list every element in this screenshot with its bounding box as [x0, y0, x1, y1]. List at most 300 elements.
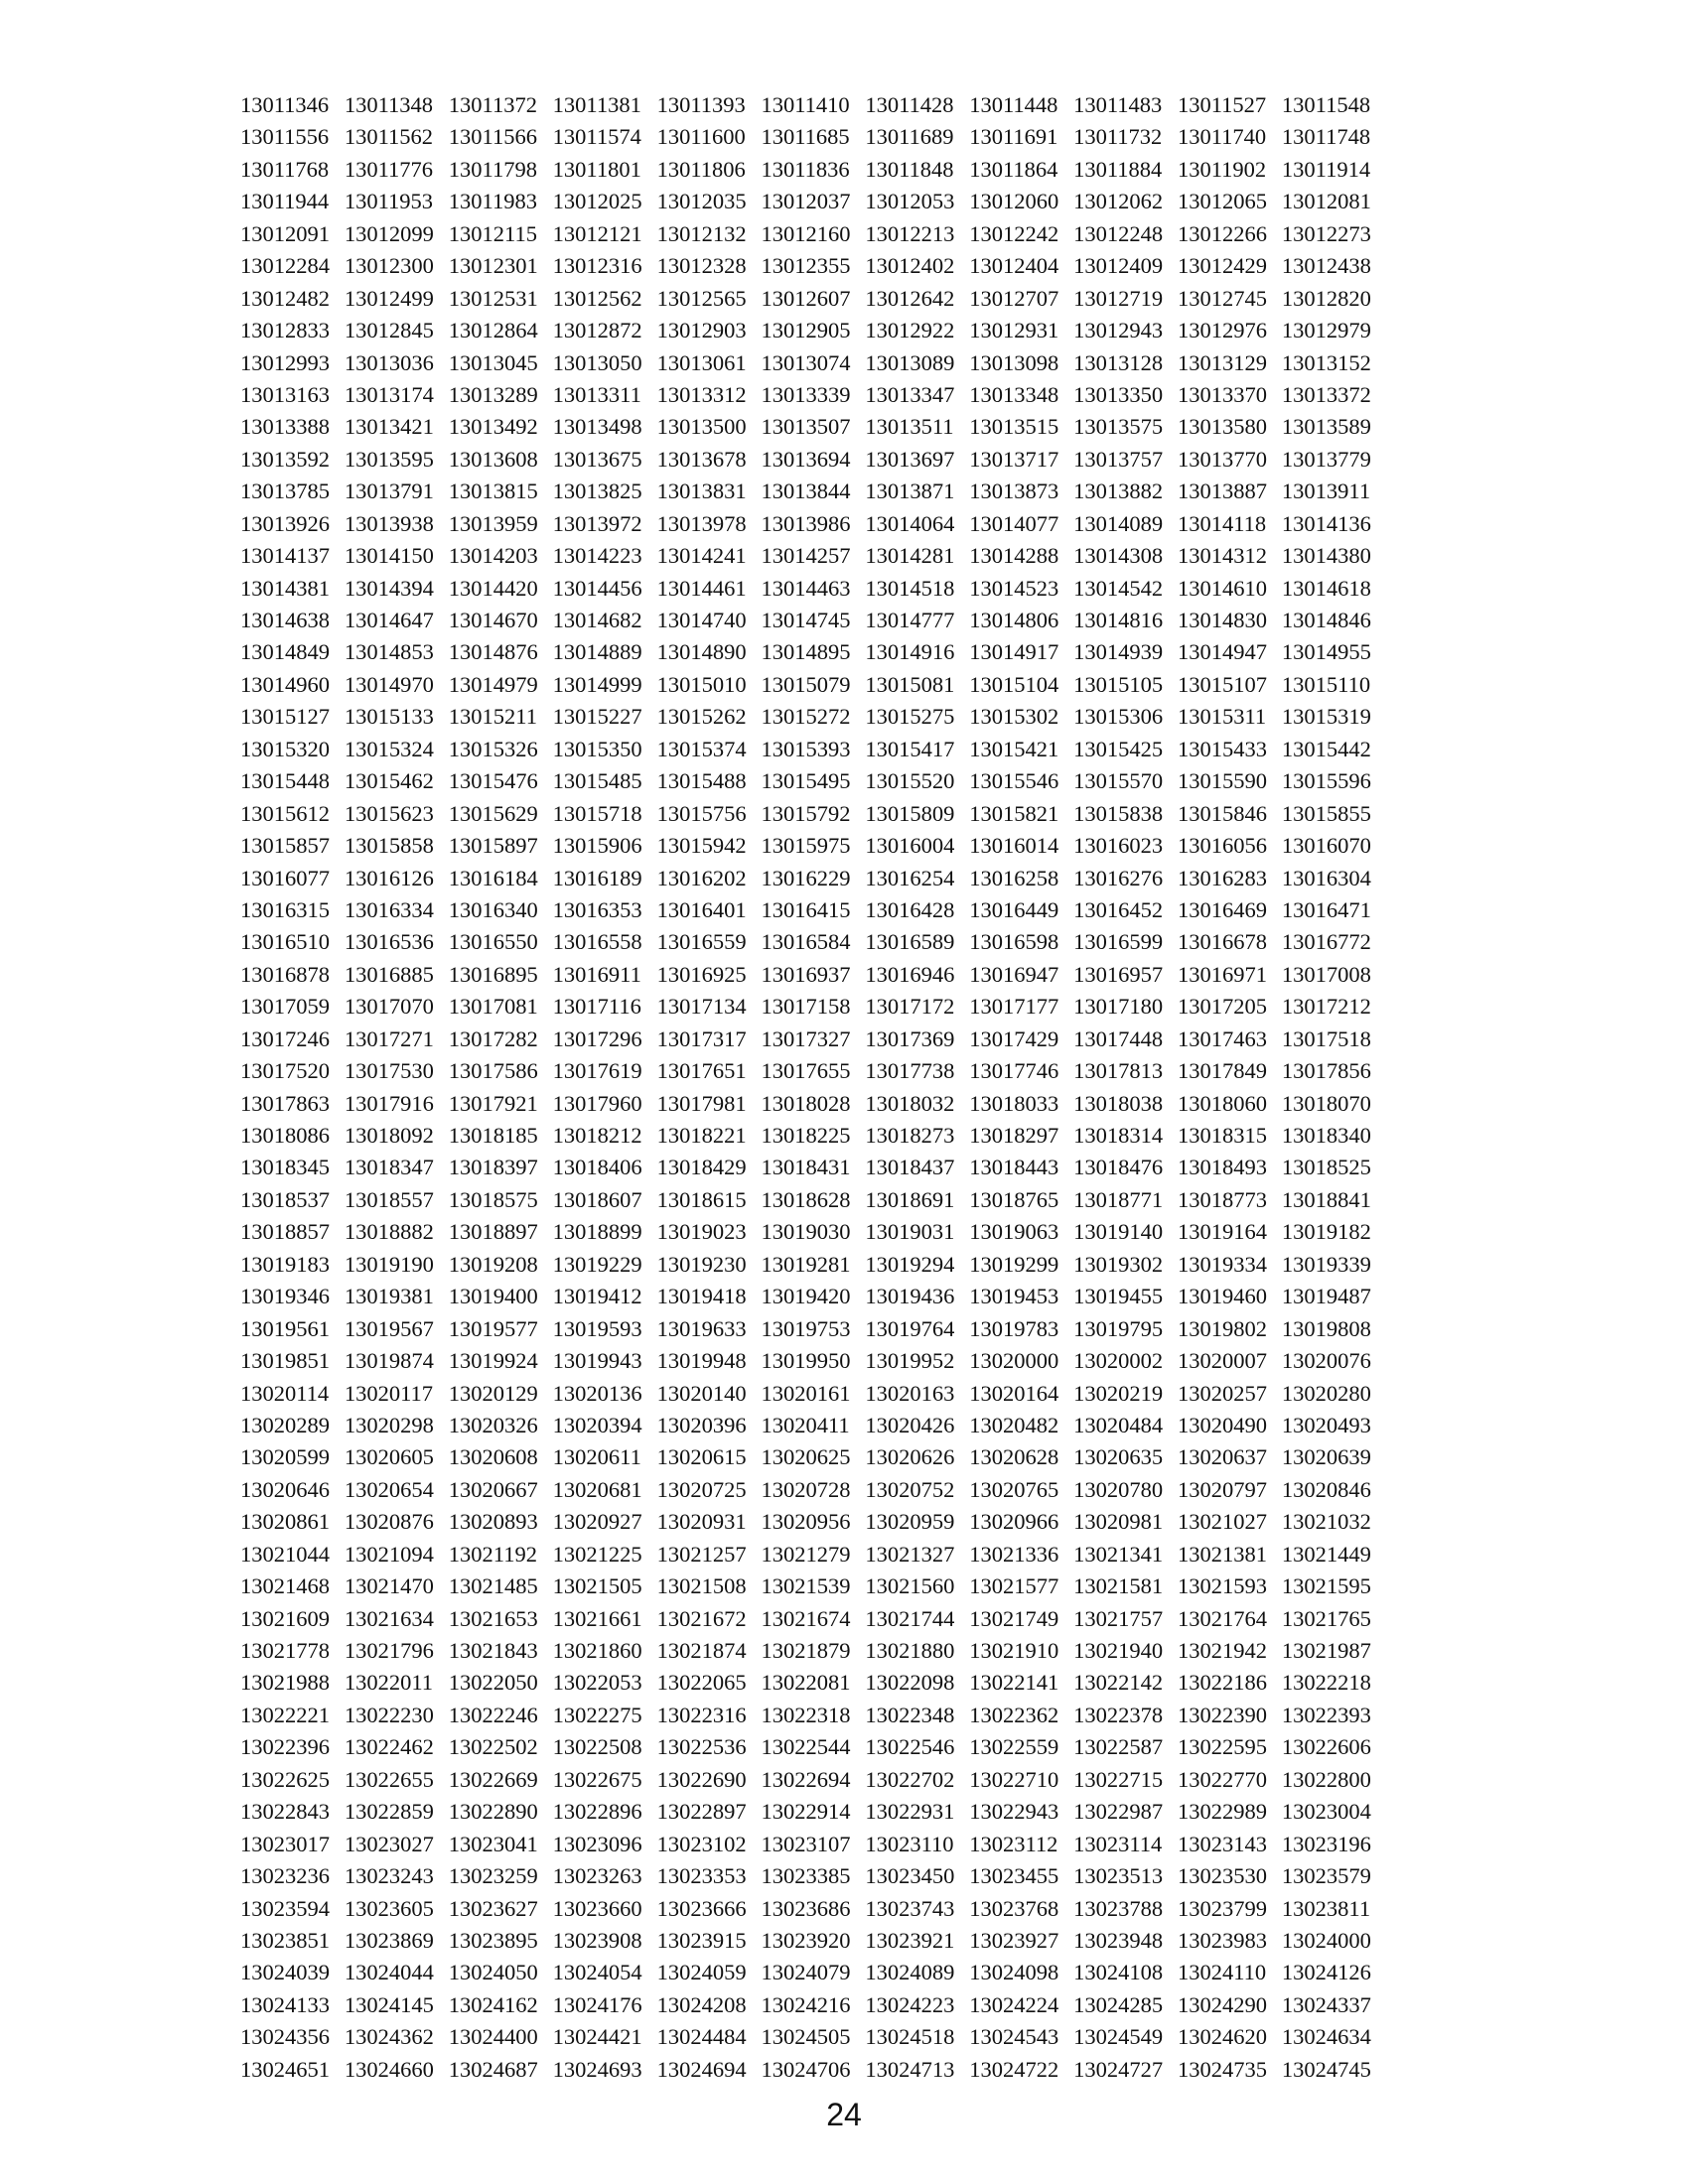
number-cell: 13015433 — [1178, 736, 1268, 761]
number-cell: 13015942 — [656, 833, 747, 859]
number-cell: 13016276 — [1073, 865, 1164, 890]
number-cell: 13012719 — [1073, 285, 1164, 311]
number-cell: 13018771 — [1073, 1186, 1164, 1212]
number-cell: 13022897 — [656, 1799, 747, 1825]
number-cell: 13020667 — [448, 1476, 538, 1502]
number-cell: 13015272 — [761, 704, 851, 730]
number-cell: 13016937 — [761, 961, 851, 987]
number-cell: 13022050 — [448, 1670, 538, 1696]
number-cell: 13014308 — [1073, 543, 1164, 569]
number-cell: 13023450 — [865, 1863, 955, 1889]
number-cell: 13014830 — [1178, 608, 1268, 632]
number-cell: 13013163 — [240, 381, 330, 407]
number-cell: 13011732 — [1073, 124, 1163, 150]
number-cell: 13013128 — [1073, 349, 1164, 375]
number-cell: 13021634 — [344, 1605, 434, 1631]
number-cell: 13022065 — [656, 1670, 747, 1696]
number-cell: 13011685 — [761, 124, 850, 150]
number-cell: 13017981 — [656, 1090, 747, 1116]
number-cell: 13011428 — [865, 92, 954, 117]
number-cell: 13015417 — [865, 736, 955, 761]
number-cell: 13015320 — [240, 736, 330, 761]
number-cell: 13023811 — [1281, 1895, 1371, 1921]
number-cell: 13017448 — [1073, 1025, 1164, 1051]
number-cell: 13011914 — [1281, 156, 1371, 182]
number-cell: 13015485 — [552, 768, 642, 794]
number-cell: 13015324 — [344, 736, 434, 761]
number-cell: 13024208 — [656, 1991, 747, 2017]
number-cell: 13016340 — [448, 896, 538, 922]
number-cell: 13014064 — [865, 510, 955, 536]
number-cell: 13012242 — [969, 220, 1059, 246]
number-cell: 13020493 — [1281, 1412, 1371, 1437]
number-cell: 13019400 — [448, 1284, 538, 1309]
number-cell: 13022316 — [656, 1702, 747, 1727]
number-cell: 13020959 — [865, 1509, 955, 1535]
number-cell: 13023666 — [656, 1895, 747, 1921]
number-cell: 13015809 — [865, 800, 955, 826]
number-cell: 13022559 — [969, 1734, 1059, 1760]
number-cell: 13023027 — [344, 1831, 434, 1856]
number-cell: 13013312 — [656, 381, 747, 407]
number-cell: 13020000 — [969, 1348, 1059, 1374]
number-cell: 13020927 — [552, 1509, 642, 1535]
number-cell: 13015319 — [1281, 704, 1371, 730]
number-cell: 13024400 — [448, 2024, 538, 2050]
number-row — [240, 1700, 1392, 1731]
number-cell: 13022141 — [969, 1670, 1059, 1696]
number-cell: 13019299 — [969, 1251, 1059, 1277]
number-cell: 13013050 — [552, 349, 642, 375]
number-cell: 13023686 — [761, 1895, 851, 1921]
number-cell: 13019164 — [1178, 1219, 1268, 1245]
number-cell: 13016911 — [552, 961, 641, 987]
number-cell: 13016885 — [344, 961, 434, 987]
number-cell: 13012037 — [761, 189, 851, 214]
number-cell: 13021764 — [1178, 1605, 1268, 1631]
number-cell: 13014542 — [1073, 575, 1164, 601]
number-cell: 13012091 — [240, 220, 330, 246]
number-cell: 13012642 — [865, 285, 955, 311]
number-cell: 13015590 — [1178, 768, 1268, 794]
number-cell: 13011410 — [761, 92, 850, 117]
number-cell: 13024290 — [1178, 1991, 1268, 2017]
number-cell: 13018345 — [240, 1155, 330, 1180]
number-cell: 13024054 — [552, 1960, 642, 1985]
number-cell: 13020490 — [1178, 1412, 1268, 1437]
number-cell: 13024176 — [552, 1991, 642, 2017]
number-cell: 13011748 — [1281, 124, 1371, 150]
number-cell: 13015306 — [1073, 704, 1164, 730]
number-row — [240, 765, 1392, 797]
number-cell: 13019030 — [761, 1219, 851, 1245]
number-cell: 13012328 — [656, 253, 747, 279]
number-cell: 13012355 — [761, 253, 851, 279]
number-cell: 13017518 — [1281, 1025, 1371, 1051]
number-cell: 13022710 — [969, 1766, 1059, 1792]
number-cell: 13016334 — [344, 896, 434, 922]
number-cell: 13019633 — [656, 1315, 747, 1341]
number-cell: 13013694 — [761, 446, 851, 472]
number-row — [240, 347, 1392, 379]
number-cell: 13024224 — [969, 1991, 1059, 2017]
number-cell: 13020114 — [240, 1380, 330, 1406]
number-cell: 13019183 — [240, 1251, 330, 1277]
number-cell: 13024727 — [1073, 2056, 1164, 2082]
number-cell: 13012301 — [448, 253, 538, 279]
number-cell: 13021942 — [1178, 1638, 1268, 1663]
number-cell: 13024694 — [656, 2056, 747, 2082]
number-cell: 13023788 — [1073, 1895, 1164, 1921]
number-row — [240, 1731, 1392, 1763]
number-cell: 13018028 — [761, 1090, 851, 1116]
number-cell: 13021595 — [1281, 1573, 1371, 1599]
number-cell: 13024059 — [656, 1960, 747, 1985]
number-cell: 13011983 — [448, 189, 537, 214]
number-cell: 13013779 — [1281, 446, 1371, 472]
number-cell: 13019948 — [656, 1348, 747, 1374]
number-cell: 13015495 — [761, 768, 851, 794]
number-cell: 13018406 — [552, 1155, 642, 1180]
number-cell: 13019418 — [656, 1284, 747, 1309]
page-number: 24 — [826, 2097, 862, 2132]
number-cell: 13019577 — [448, 1315, 538, 1341]
number-cell: 13020136 — [552, 1380, 642, 1406]
number-cell: 13024484 — [656, 2024, 747, 2050]
number-cell: 13022393 — [1281, 1702, 1371, 1727]
number-cell: 13015421 — [969, 736, 1059, 761]
number-cell: 13015718 — [552, 800, 642, 826]
number-cell: 13022625 — [240, 1766, 330, 1792]
number-cell: 13022987 — [1073, 1799, 1164, 1825]
number-cell: 13012707 — [969, 285, 1059, 311]
number-cell: 13013339 — [761, 381, 851, 407]
number-cell: 13013348 — [969, 381, 1059, 407]
number-cell: 13024549 — [1073, 2024, 1164, 2050]
number-row — [240, 1635, 1392, 1667]
number-cell: 13018273 — [865, 1123, 955, 1148]
number-cell: 13014979 — [448, 671, 538, 697]
number-cell: 13021765 — [1281, 1605, 1371, 1631]
number-cell: 13017177 — [969, 994, 1059, 1020]
number-cell: 13011527 — [1178, 92, 1267, 117]
number-cell: 13016947 — [969, 961, 1059, 987]
number-cell: 13023455 — [969, 1863, 1059, 1889]
number-cell: 13011798 — [448, 156, 537, 182]
number-cell: 13022690 — [656, 1766, 747, 1792]
number-cell: 13014647 — [344, 608, 434, 632]
number-cell: 13012833 — [240, 318, 330, 343]
number-cell: 13015211 — [448, 704, 537, 730]
number-cell: 13021027 — [1178, 1509, 1268, 1535]
number-cell: 13020639 — [1281, 1444, 1371, 1470]
number-cell: 13016070 — [1281, 833, 1371, 859]
number-cell: 13016559 — [656, 929, 747, 955]
number-cell: 13016449 — [969, 896, 1059, 922]
number-cell: 13018092 — [344, 1123, 434, 1148]
number-cell: 13012115 — [448, 220, 537, 246]
number-cell: 13015858 — [344, 833, 434, 859]
number-cell: 13017619 — [552, 1058, 642, 1084]
number-cell: 13019567 — [344, 1315, 434, 1341]
number-row — [240, 830, 1392, 862]
number-cell: 13022606 — [1281, 1734, 1371, 1760]
number-cell: 13012099 — [344, 220, 434, 246]
number-cell: 13018431 — [761, 1155, 851, 1180]
number-cell: 13019874 — [344, 1348, 434, 1374]
number-row — [240, 1024, 1392, 1055]
number-cell: 13014745 — [761, 608, 851, 632]
number-cell: 13016023 — [1073, 833, 1164, 859]
number-cell: 13014777 — [865, 608, 955, 632]
number-cell: 13016550 — [448, 929, 538, 955]
number-cell: 13021341 — [1073, 1541, 1164, 1567]
number-cell: 13011448 — [969, 92, 1058, 117]
number-cell: 13024110 — [1178, 1960, 1267, 1985]
number-cell: 13011548 — [1281, 92, 1371, 117]
number-cell: 13020931 — [656, 1509, 747, 1535]
number-cell: 13024713 — [865, 2056, 955, 2082]
number-cell: 13013791 — [344, 478, 434, 504]
number-cell: 13015520 — [865, 768, 955, 794]
number-cell: 13024000 — [1281, 1927, 1371, 1953]
number-row — [240, 1249, 1392, 1281]
number-cell: 13018212 — [552, 1123, 642, 1148]
number-cell: 13013511 — [865, 414, 954, 440]
number-cell: 13012993 — [240, 349, 330, 375]
number-cell: 13018765 — [969, 1186, 1059, 1212]
number-cell: 13021032 — [1281, 1509, 1371, 1535]
number-cell: 13014257 — [761, 543, 851, 569]
number-cell: 13017530 — [344, 1058, 434, 1084]
number-cell: 13014203 — [448, 543, 538, 569]
number-cell: 13014895 — [761, 639, 851, 665]
number-cell: 13022396 — [240, 1734, 330, 1760]
number-row — [240, 1603, 1392, 1635]
number-cell: 13014740 — [656, 608, 747, 632]
number-cell: 13019764 — [865, 1315, 955, 1341]
number-row — [240, 1925, 1392, 1957]
number-cell: 13013938 — [344, 510, 434, 536]
number-cell: 13013595 — [344, 446, 434, 472]
number-cell: 13024044 — [344, 1960, 434, 1985]
number-cell: 13022655 — [344, 1766, 434, 1792]
number-cell: 13016184 — [448, 865, 538, 890]
number-cell: 13011372 — [448, 92, 537, 117]
number-cell: 13013045 — [448, 349, 538, 375]
number-cell: 13016510 — [240, 929, 330, 955]
number-cell: 13012745 — [1178, 285, 1268, 311]
number-row — [240, 863, 1392, 894]
number-row — [240, 540, 1392, 572]
number-cell: 13019950 — [761, 1348, 851, 1374]
number-cell: 13020956 — [761, 1509, 851, 1535]
number-cell: 13022362 — [969, 1702, 1059, 1727]
number-cell: 13023627 — [448, 1895, 538, 1921]
number-cell: 13014381 — [240, 575, 330, 601]
number-row — [240, 186, 1392, 217]
number-cell: 13021508 — [656, 1573, 747, 1599]
number-cell: 13016971 — [1178, 961, 1268, 987]
number-cell: 13014456 — [552, 575, 642, 601]
number-cell: 13024518 — [865, 2024, 955, 2050]
number-cell: 13013911 — [1281, 478, 1371, 504]
number-cell: 13015448 — [240, 768, 330, 794]
number-cell: 13016126 — [344, 865, 434, 890]
number-cell: 13018347 — [344, 1155, 434, 1180]
number-cell: 13023102 — [656, 1831, 747, 1856]
number-cell: 13016229 — [761, 865, 851, 890]
number-cell: 13011348 — [344, 92, 434, 117]
number-cell: 13014380 — [1281, 543, 1371, 569]
number-cell: 13021653 — [448, 1605, 538, 1631]
number-cell: 13013873 — [969, 478, 1059, 504]
number-cell: 13018340 — [1281, 1123, 1371, 1148]
number-cell: 13020681 — [552, 1476, 642, 1502]
number-row — [240, 476, 1392, 507]
number-cell: 13022318 — [761, 1702, 851, 1727]
number-cell: 13014638 — [240, 608, 330, 632]
number-cell: 13022053 — [552, 1670, 642, 1696]
number-cell: 13020654 — [344, 1476, 434, 1502]
number-cell: 13021778 — [240, 1638, 330, 1663]
number-cell: 13016946 — [865, 961, 955, 987]
number-cell: 13019783 — [969, 1315, 1059, 1341]
number-cell: 13024543 — [969, 2024, 1059, 2050]
number-cell: 13021505 — [552, 1573, 642, 1599]
number-cell: 13014288 — [969, 543, 1059, 569]
number-cell: 13021879 — [761, 1638, 851, 1663]
number-cell: 13021560 — [865, 1573, 955, 1599]
number-cell: 13021880 — [865, 1638, 955, 1663]
number-cell: 13012213 — [865, 220, 955, 246]
number-cell: 13024421 — [552, 2024, 642, 2050]
number-cell: 13016014 — [969, 833, 1059, 859]
number-cell: 13017849 — [1178, 1058, 1268, 1084]
number-cell: 13016469 — [1178, 896, 1268, 922]
number-cell: 13022536 — [656, 1734, 747, 1760]
number-cell: 13019208 — [448, 1251, 538, 1277]
number-cell: 13017296 — [552, 1025, 642, 1051]
number-cell: 13011393 — [656, 92, 746, 117]
number-cell: 13012531 — [448, 285, 538, 311]
number-cell: 13011574 — [552, 124, 641, 150]
number-cell: 13015227 — [552, 704, 642, 730]
number-cell: 13024362 — [344, 2024, 434, 2050]
number-cell: 13019924 — [448, 1348, 538, 1374]
number-cell: 13020637 — [1178, 1444, 1268, 1470]
number-cell: 13018525 — [1281, 1155, 1371, 1180]
number-cell: 13013608 — [448, 446, 538, 472]
number-cell: 13014916 — [865, 639, 955, 665]
number-cell: 13013717 — [969, 446, 1059, 472]
number-cell: 13024505 — [761, 2024, 851, 2050]
number-cell: 13014118 — [1178, 510, 1267, 536]
number-cell: 13022508 — [552, 1734, 642, 1760]
number-cell: 13017369 — [865, 1025, 955, 1051]
number-cell: 13018841 — [1281, 1186, 1371, 1212]
number-cell: 13016598 — [969, 929, 1059, 955]
number-cell: 13020002 — [1073, 1348, 1164, 1374]
number-cell: 13020608 — [448, 1444, 538, 1470]
number-cell: 13022859 — [344, 1799, 434, 1825]
number-cell: 13016283 — [1178, 865, 1268, 890]
number-cell: 13020326 — [448, 1412, 538, 1437]
number-cell: 13018537 — [240, 1186, 330, 1212]
number-cell: 13012905 — [761, 318, 851, 343]
number-cell: 13021470 — [344, 1573, 434, 1599]
number-cell: 13022931 — [865, 1799, 955, 1825]
number-row — [240, 1281, 1392, 1312]
number-cell: 13021672 — [656, 1605, 747, 1631]
number-cell: 13014960 — [240, 671, 330, 697]
number-cell: 13012402 — [865, 253, 955, 279]
number-cell: 13023743 — [865, 1895, 955, 1921]
number-cell: 13017081 — [448, 994, 538, 1020]
number-row — [240, 154, 1392, 186]
number-row — [240, 1667, 1392, 1699]
number-cell: 13014853 — [344, 639, 434, 665]
number-cell: 13023112 — [969, 1831, 1058, 1856]
number-cell: 13017463 — [1178, 1025, 1268, 1051]
number-row — [240, 1216, 1392, 1248]
number-cell: 13016584 — [761, 929, 851, 955]
number-cell: 13020876 — [344, 1509, 434, 1535]
number-cell: 13015081 — [865, 671, 955, 697]
number-cell: 13015756 — [656, 800, 747, 826]
number-cell: 13014806 — [969, 608, 1059, 632]
number-cell: 13014137 — [240, 543, 330, 569]
number-cell: 13020615 — [656, 1444, 747, 1470]
number-cell: 13023908 — [552, 1927, 642, 1953]
number-cell: 13012404 — [969, 253, 1059, 279]
number-cell: 13013575 — [1073, 414, 1164, 440]
number-cell: 13023017 — [240, 1831, 330, 1856]
number-cell: 13018897 — [448, 1219, 538, 1245]
number-cell: 13013388 — [240, 414, 330, 440]
number-cell: 13022081 — [761, 1670, 851, 1696]
number-cell: 13023920 — [761, 1927, 851, 1953]
number-cell: 13011691 — [969, 124, 1058, 150]
number-cell: 13024706 — [761, 2056, 851, 2082]
number-cell: 13023594 — [240, 1895, 330, 1921]
number-cell: 13013098 — [969, 349, 1059, 375]
number-cell: 13017746 — [969, 1058, 1059, 1084]
number-cell: 13023513 — [1073, 1863, 1164, 1889]
number-cell: 13022989 — [1178, 1799, 1268, 1825]
number-cell: 13022186 — [1178, 1670, 1268, 1696]
number-row — [240, 2021, 1392, 2053]
number-cell: 13020164 — [969, 1380, 1059, 1406]
number-cell: 13018615 — [656, 1186, 747, 1212]
number-cell: 13022770 — [1178, 1766, 1268, 1792]
number-cell: 13022544 — [761, 1734, 851, 1760]
number-cell: 13022890 — [448, 1799, 538, 1825]
number-row — [240, 1764, 1392, 1796]
number-cell: 13019294 — [865, 1251, 955, 1277]
number-cell: 13019339 — [1281, 1251, 1371, 1277]
number-cell: 13021910 — [969, 1638, 1059, 1663]
number-cell: 13011346 — [240, 92, 330, 117]
number-cell: 13016415 — [761, 896, 851, 922]
number-cell: 13014682 — [552, 608, 642, 632]
number-cell: 13023196 — [1281, 1831, 1371, 1856]
number-cell: 13014077 — [969, 510, 1059, 536]
number-cell: 13014876 — [448, 639, 538, 665]
number-cell: 13020625 — [761, 1444, 851, 1470]
number-row — [240, 1378, 1392, 1410]
number-cell: 13018607 — [552, 1186, 642, 1212]
